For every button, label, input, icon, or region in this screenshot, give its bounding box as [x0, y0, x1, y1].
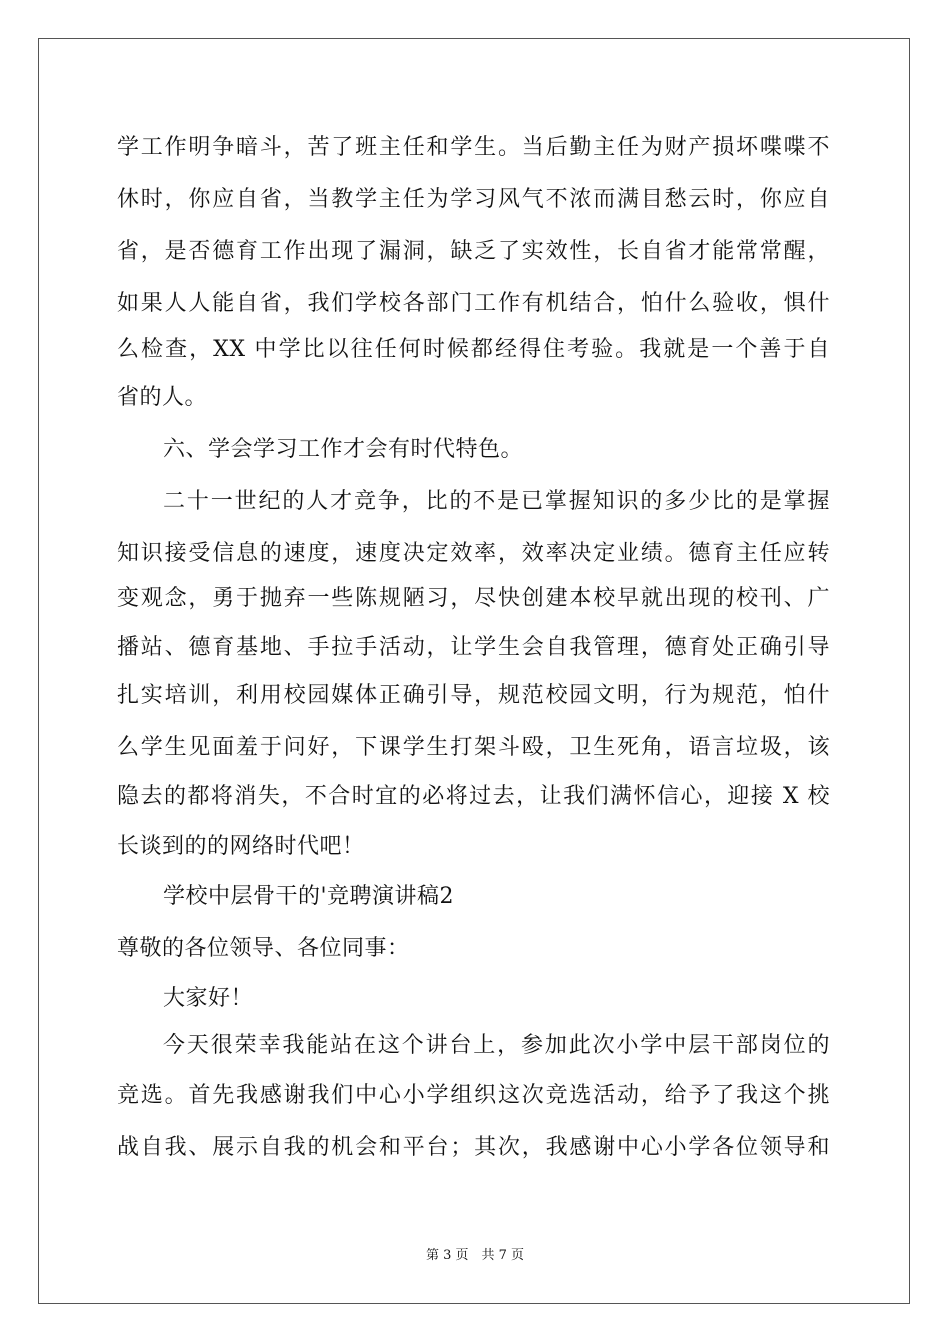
- text-line: 如果人人能自省，我们学校各部门工作有机结合，怕什么验收，惧什: [117, 291, 830, 316]
- text-line: 竞选。首先我感谢我们中心小学组织这次竞选活动，给予了我这个挑: [117, 1083, 830, 1108]
- section-heading: 六、学会学习工作才会有时代特色。: [163, 437, 524, 462]
- speech-title: 学校中层骨干的'竞聘演讲稿2: [163, 884, 455, 909]
- text-line: 学工作明争暗斗，苦了班主任和学生。当后勤主任为财产损坏喋喋不: [117, 135, 830, 160]
- page-number-footer: 第 3 页 共 7 页: [425, 1248, 525, 1263]
- text-line: 省的人。: [117, 385, 208, 410]
- text-line: 么检查，XX 中学比以往任何时候都经得住考验。我就是一个善于自: [117, 337, 830, 362]
- salutation: 尊敬的各位领导、各位同事：: [117, 936, 410, 961]
- text-line: 省，是否德育工作出现了漏洞，缺乏了实效性，长自省才能常常醒，: [117, 239, 830, 264]
- text-line: 么学生见面羞于问好，下课学生打架斗殴，卫生死角，语言垃圾，该: [117, 735, 830, 760]
- text-line: 休时，你应自省，当教学主任为学习风气不浓而满目愁云时，你应自: [117, 187, 830, 212]
- paragraph-first-line: 二十一世纪的人才竞争，比的不是已掌握知识的多少比的是掌握: [163, 489, 830, 514]
- text-line: 变观念，勇于抛弃一些陈规陋习，尽快创建本校早就出现的校刊、广: [117, 586, 830, 611]
- text-line: 隐去的都将消失，不合时宜的必将过去，让我们满怀信心，迎接 X 校: [117, 784, 830, 809]
- page-border: [38, 38, 910, 1304]
- text-line: 知识接受信息的速度，速度决定效率，效率决定业绩。德育主任应转: [117, 541, 830, 566]
- greeting: 大家好！: [163, 986, 254, 1011]
- text-line: 扎实培训，利用校园媒体正确引导，规范校园文明，行为规范，怕什: [117, 683, 830, 708]
- paragraph-first-line: 今天很荣幸我能站在这个讲台上，参加此次小学中层干部岗位的: [163, 1033, 830, 1058]
- text-line: 长谈到的的网络时代吧！: [117, 834, 365, 859]
- text-line: 战自我、展示自我的机会和平台；其次，我感谢中心小学各位领导和: [117, 1135, 830, 1160]
- text-line: 播站、德育基地、手拉手活动，让学生会自我管理，德育处正确引导: [117, 635, 830, 660]
